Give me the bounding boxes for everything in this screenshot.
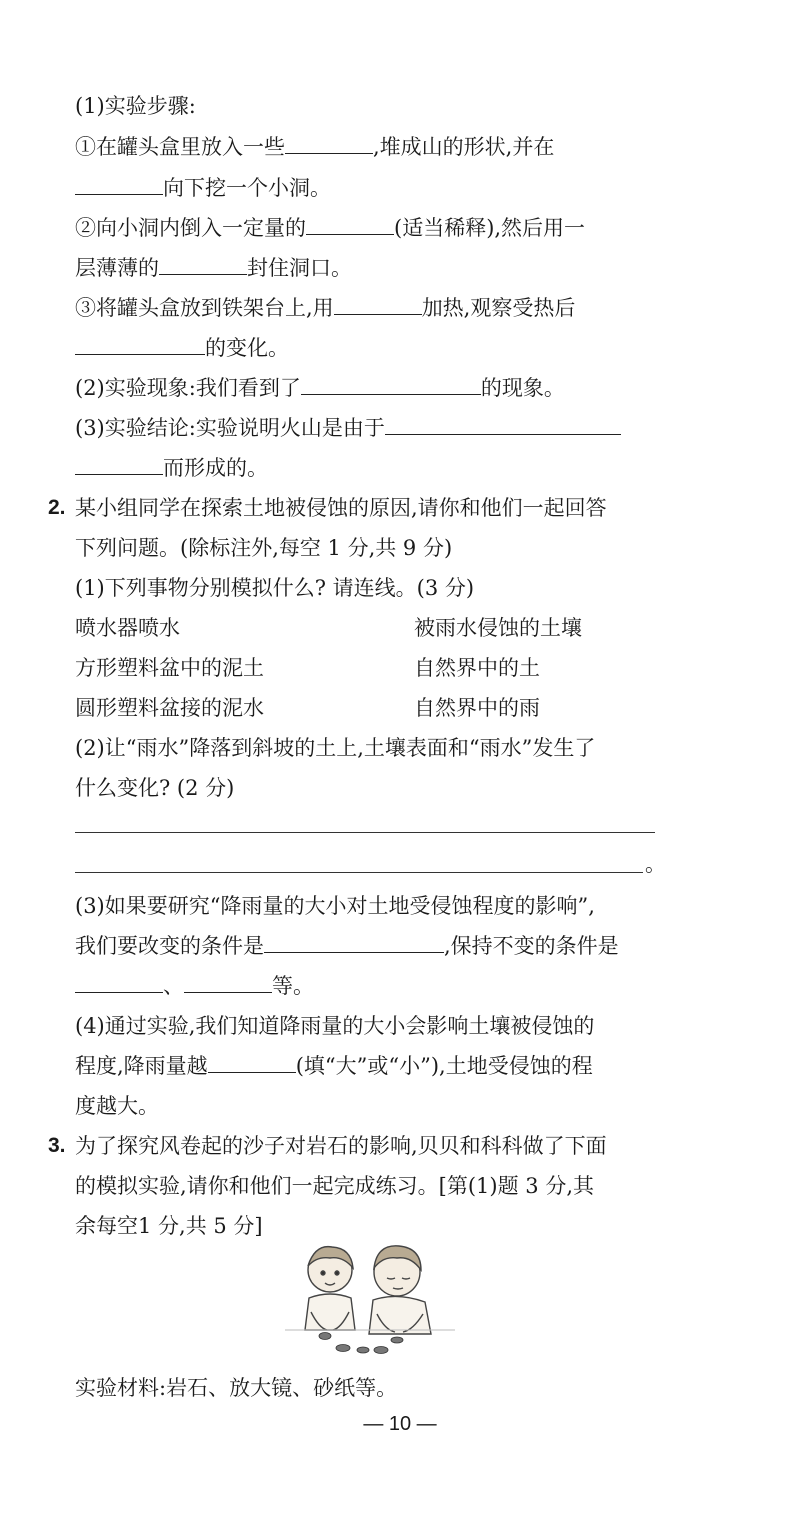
answer-blank[interactable] [75, 454, 163, 475]
q3-intro-line3: 余每空1 分,共 5 分] [75, 1214, 263, 1238]
text: 封住洞口。 [247, 256, 352, 280]
answer-blank[interactable] [301, 374, 481, 395]
q2-sub4-line2 [75, 1052, 593, 1080]
q1-step3-line1 [75, 294, 575, 322]
answer-blank[interactable] [385, 414, 621, 435]
children-rock-illustration [285, 1242, 455, 1362]
text: 向下挖一个小洞。 [163, 176, 331, 200]
match-left-item[interactable]: 圆形塑料盆接的泥水 [75, 696, 264, 720]
q1-conclusion-line1 [75, 414, 621, 442]
page-number: — 10 — [363, 1413, 437, 1435]
q2-sub3-line1: (3)如果要研究“降雨量的大小对土地受侵蚀程度的影响”, [75, 894, 595, 918]
text: (填“大”或“小”),土地受侵蚀的程 [295, 1054, 593, 1078]
match-right-item[interactable]: 被雨水侵蚀的土壤 [414, 616, 582, 640]
q2-number: 2. [48, 496, 66, 519]
q2-sub1: (1)下列事物分别模拟什么? 请连线。(3 分) [75, 576, 475, 600]
q1-step2-line1 [75, 214, 585, 242]
q1-step1-line1 [75, 133, 554, 161]
q3-materials: 实验材料:岩石、放大镜、砂纸等。 [75, 1376, 398, 1400]
q2-sub2-line1: (2)让“雨水”降落到斜坡的土上,土壤表面和“雨水”发生了 [75, 736, 596, 760]
q2-intro-line1: 某小组同学在探索土地被侵蚀的原因,请你和他们一起回答 [75, 496, 607, 520]
q2-sub3-line3 [75, 972, 314, 1000]
match-left-item[interactable]: 方形塑料盆中的泥土 [75, 656, 264, 680]
q3-intro-line2: 的模拟实验,请你和他们一起完成练习。[第(1)题 3 分,其 [75, 1174, 594, 1198]
q2-sub2-line2: 什么变化? (2 分) [75, 776, 235, 800]
text: 而形成的。 [163, 456, 268, 480]
text: 层薄薄的 [75, 256, 159, 280]
text: 加热,观察受热后 [421, 296, 576, 320]
match-left-item[interactable]: 喷水器喷水 [75, 616, 180, 640]
text: (2)实验现象:我们看到了 [75, 376, 301, 400]
text: 的现象。 [480, 376, 565, 400]
answer-blank[interactable] [208, 1052, 296, 1073]
text: ①在罐头盒里放入一些 [75, 135, 285, 159]
match-right-item[interactable]: 自然界中的土 [414, 656, 540, 680]
q1-conclusion-line2 [75, 454, 268, 482]
text: 的变化。 [205, 336, 289, 360]
q2-intro-line2: 下列问题。(除标注外,每空 1 分,共 9 分) [75, 536, 453, 560]
match-right-item[interactable]: 自然界中的雨 [414, 696, 540, 720]
answer-line[interactable] [75, 872, 643, 873]
q1-step3-line2 [75, 334, 289, 362]
answer-blank[interactable] [264, 932, 444, 953]
answer-blank[interactable] [306, 214, 394, 235]
text: ,堆成山的形状,并在 [373, 135, 555, 159]
answer-blank[interactable] [184, 972, 272, 993]
text: 我们要改变的条件是 [75, 934, 264, 958]
q1-step2-line2 [75, 254, 352, 282]
text: ,保持不变的条件是 [444, 934, 619, 958]
text: ③将罐头盒放到铁架台上,用 [75, 296, 334, 320]
q3-number: 3. [48, 1134, 66, 1157]
answer-blank[interactable] [334, 294, 422, 315]
q2-sub4-line1: (4)通过实验,我们知道降雨量的大小会影响土壤被侵蚀的 [75, 1014, 595, 1038]
answer-blank[interactable] [285, 133, 373, 154]
text: ②向小洞内倒入一定量的 [75, 216, 306, 240]
q1-steps-heading: (1)实验步骤: [75, 94, 196, 118]
text: (3)实验结论:实验说明火山是由于 [75, 416, 385, 440]
q2-sub3-line2 [75, 932, 619, 960]
answer-blank[interactable] [75, 174, 163, 195]
answer-blank[interactable] [75, 972, 163, 993]
text: 等。 [272, 974, 314, 998]
q1-step1-line2 [75, 174, 331, 202]
text: 、 [163, 974, 184, 998]
answer-line[interactable] [75, 832, 655, 833]
text: (适当稀释),然后用一 [394, 216, 586, 240]
answer-blank[interactable] [75, 334, 205, 355]
q3-intro-line1: 为了探究风卷起的沙子对岩石的影响,贝贝和科科做了下面 [75, 1134, 607, 1158]
q2-sub4-line3: 度越大。 [75, 1094, 159, 1118]
q1-phenomenon [75, 374, 565, 402]
text: 程度,降雨量越 [75, 1054, 208, 1078]
answer-blank[interactable] [159, 254, 247, 275]
period-mark: 。 [645, 852, 666, 876]
